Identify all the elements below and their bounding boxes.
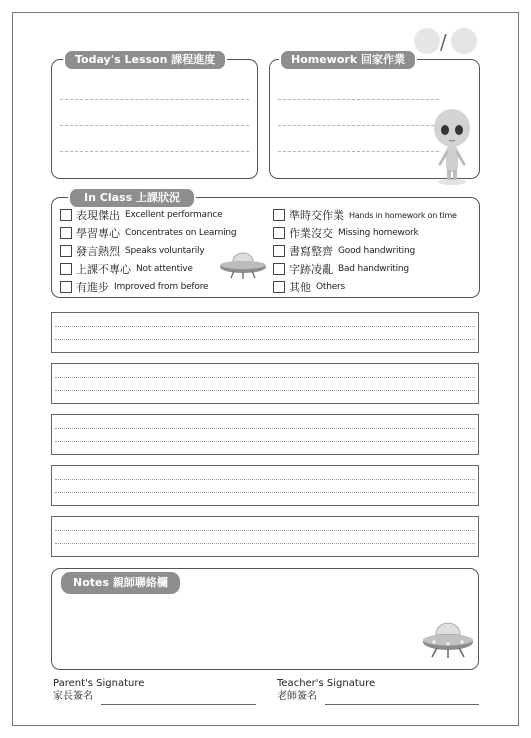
checkbox[interactable] — [273, 281, 285, 293]
option-zh: 表現傑出 — [76, 209, 120, 222]
writing-box[interactable] — [51, 516, 479, 557]
option-zh: 學習專心 — [76, 227, 120, 240]
contact-book-page — [12, 12, 519, 726]
checkbox[interactable] — [273, 263, 285, 275]
page-separator: / — [440, 30, 447, 54]
parent-signature-line[interactable] — [101, 704, 256, 705]
lesson-line — [60, 99, 249, 100]
option-en: Improved from before — [114, 282, 209, 292]
option-en: Concentrates on Learning — [125, 228, 237, 238]
writing-line — [55, 530, 475, 531]
checkbox[interactable] — [60, 281, 72, 293]
teacher-signature-line[interactable] — [325, 704, 479, 705]
parent-signature-label: Parent's Signature — [53, 678, 145, 689]
writing-box[interactable] — [51, 312, 479, 353]
in-class-option[interactable] — [60, 225, 236, 241]
in-class-option[interactable] — [60, 261, 193, 277]
checkbox[interactable] — [60, 209, 72, 221]
in-class-option[interactable] — [273, 261, 409, 277]
checkbox[interactable] — [60, 245, 72, 257]
option-zh: 作業沒交 — [289, 227, 333, 240]
page-circle-left — [414, 28, 440, 54]
in-class-option[interactable] — [273, 207, 457, 223]
homework-line — [278, 151, 439, 152]
writing-line — [55, 492, 475, 493]
in-class-option[interactable] — [60, 207, 222, 223]
option-zh: 字跡凌亂 — [289, 263, 333, 276]
lesson-box — [51, 59, 258, 179]
option-zh: 準時交作業 — [289, 209, 344, 222]
teacher-signature-label: Teacher's Signature — [277, 678, 376, 689]
option-en: Bad handwriting — [338, 264, 409, 274]
writing-line — [55, 390, 475, 391]
writing-box[interactable] — [51, 363, 479, 404]
option-en: Good handwriting — [338, 246, 416, 256]
option-zh: 書寫整齊 — [289, 245, 333, 258]
homework-line — [278, 125, 439, 126]
lesson-line — [60, 151, 249, 152]
parent-signature-label-zh: 家長簽名 — [53, 691, 93, 702]
homework-title: Homework 回家作業 — [279, 49, 417, 71]
writing-line — [55, 479, 475, 480]
option-zh: 有進步 — [76, 281, 109, 294]
in-class-title: In Class 上課狀況 — [68, 187, 196, 209]
homework-line — [278, 99, 439, 100]
in-class-option[interactable] — [60, 279, 208, 295]
checkbox[interactable] — [273, 245, 285, 257]
option-en: Hands in homework on time — [349, 210, 457, 220]
in-class-option[interactable] — [273, 225, 419, 241]
option-zh: 其他 — [289, 281, 311, 294]
alien-figure-icon — [430, 106, 474, 186]
option-en: Excellent performance — [125, 210, 223, 220]
writing-line — [55, 339, 475, 340]
checkbox[interactable] — [273, 209, 285, 221]
option-en: Missing homework — [338, 228, 419, 238]
option-en: Others — [316, 282, 346, 292]
in-class-option[interactable] — [273, 243, 415, 259]
option-en: Not attentive — [136, 264, 193, 274]
writing-box[interactable] — [51, 414, 479, 455]
writing-box[interactable] — [51, 465, 479, 506]
notes-title: Notes 親師聯絡欄 — [61, 572, 180, 594]
in-class-option[interactable] — [273, 279, 345, 295]
lesson-line — [60, 125, 249, 126]
writing-line — [55, 441, 475, 442]
ufo-icon — [218, 252, 268, 282]
checkbox[interactable] — [60, 227, 72, 239]
option-en: Speaks voluntarily — [125, 246, 205, 256]
ufo-icon — [421, 621, 475, 661]
checkbox[interactable] — [273, 227, 285, 239]
in-class-option[interactable] — [60, 243, 204, 259]
option-zh: 發言熱烈 — [76, 245, 120, 258]
writing-line — [55, 377, 475, 378]
writing-line — [55, 543, 475, 544]
writing-line — [55, 326, 475, 327]
option-zh: 上課不專心 — [76, 263, 131, 276]
teacher-signature-label-zh: 老師簽名 — [277, 691, 317, 702]
lesson-title: Today's Lesson 課程進度 — [63, 49, 227, 71]
checkbox[interactable] — [60, 263, 72, 275]
writing-line — [55, 428, 475, 429]
page-circle-right — [451, 28, 477, 54]
